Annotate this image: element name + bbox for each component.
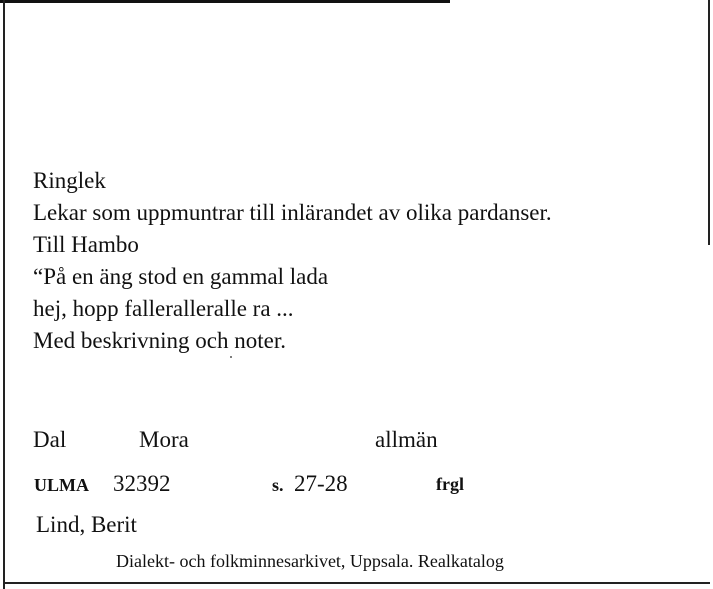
description-line: Ringlek <box>33 168 106 193</box>
description-line: Med beskrivning och noter. <box>33 328 286 353</box>
card-edge-left <box>3 0 5 589</box>
pages-value: 27-28 <box>294 471 348 496</box>
archive-code: ULMA <box>34 475 89 495</box>
author-name: Lind, Berit <box>36 512 137 537</box>
description-line: hej, hopp falleralleralle ra ... <box>33 296 294 321</box>
description-line: Lekar som uppmuntrar till inlärandet av olika pardanser. <box>33 200 552 225</box>
category-label: allmän <box>375 427 438 452</box>
type-code: frgl <box>436 474 464 494</box>
pages-label: s. <box>272 475 284 495</box>
card-edge-bottom <box>3 582 710 584</box>
record-number: 32392 <box>113 471 171 496</box>
description-line: Till Hambo <box>33 232 139 257</box>
region-label: Dal <box>33 427 67 452</box>
description-line: “På en äng stod en gammal lada <box>33 264 329 289</box>
archive-footer: Dialekt- och folkminnesarkivet, Uppsala. Realkatalog <box>116 551 504 571</box>
card-edge-right <box>708 0 710 245</box>
place-label: Mora <box>139 427 189 452</box>
card-description <box>33 165 552 357</box>
card-edge-top <box>0 0 450 3</box>
